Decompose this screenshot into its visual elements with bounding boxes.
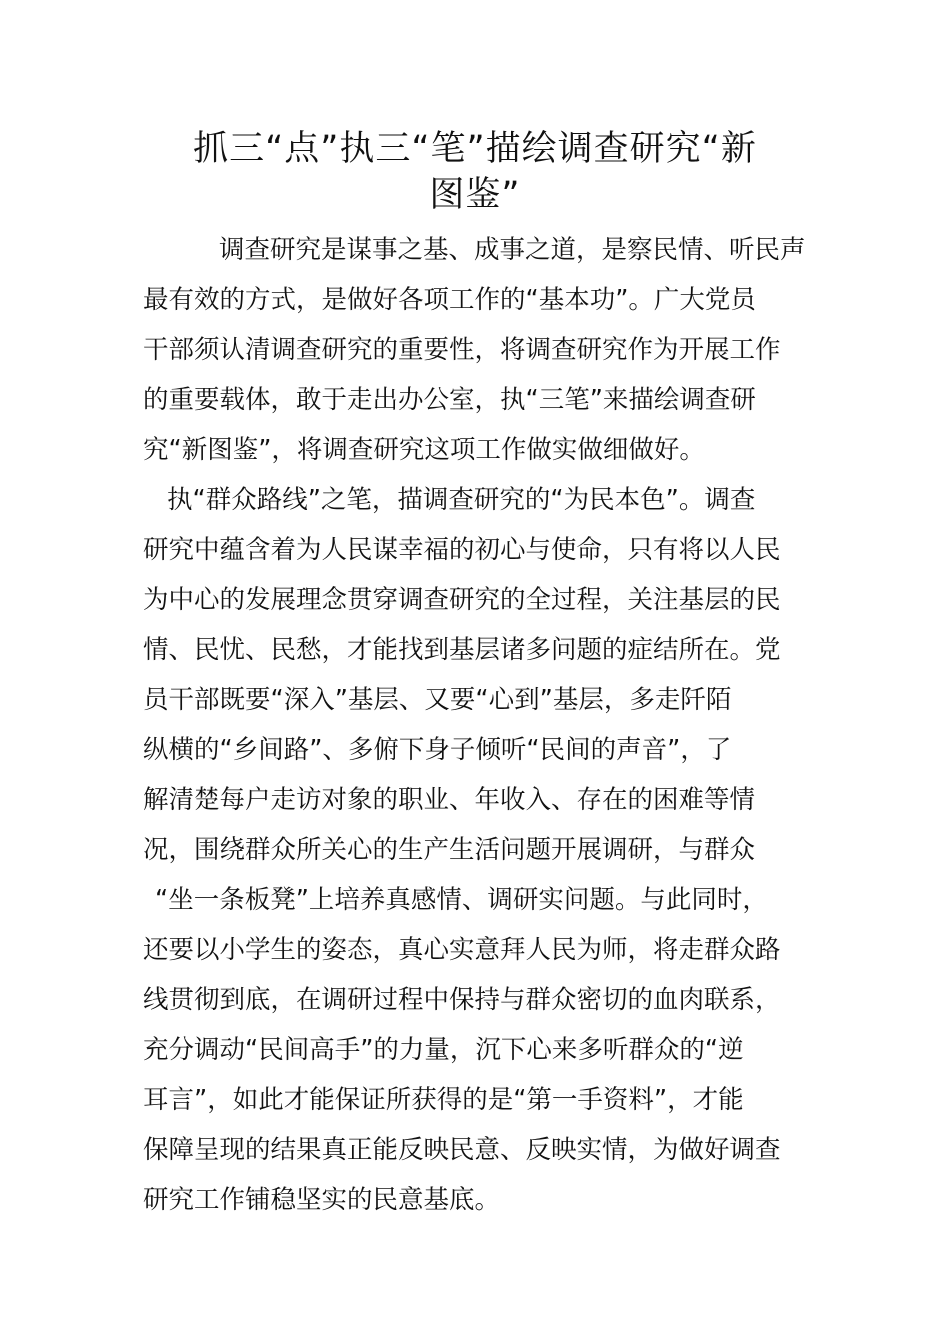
- paragraph-line: 还要以小学生的姿态，真心实意拜人民为师，将走群众路: [143, 935, 781, 965]
- paragraph-line: 研究中蕴含着为人民谋幸福的初心与使命，只有将以人民: [143, 535, 781, 565]
- paragraph-line: 员干部既要“深入”基层、又要“心到”基层，多走阡陌: [143, 685, 732, 715]
- paragraph-line: 的重要载体，敢于走出办公室，执“三笔”来描绘调查研: [143, 385, 756, 415]
- title-line-1: 抓三“点”执三“笔”描绘调查研究“新: [193, 129, 757, 169]
- paragraph-line: 研究工作铺稳坚实的民意基底。: [143, 1185, 501, 1215]
- paragraph-line: 况，围绕群众所关心的生产生活问题开展调研，与群众: [143, 835, 756, 865]
- paragraph-line: 最有效的方式，是做好各项工作的“基本功”。广大党员: [143, 285, 756, 315]
- paragraph-line: 究“新图鉴”，将调查研究这项工作做实做细做好。: [143, 435, 705, 465]
- paragraph-line: 调查研究是谋事之基、成事之道，是察民情、听民声: [219, 235, 806, 265]
- paragraph-line: 情、民忧、民愁，才能找到基层诸多问题的症结所在。党: [143, 635, 781, 665]
- paragraph-line: 执“群众路线”之笔，描调查研究的“为民本色”。调查: [167, 485, 756, 515]
- document-title: [140, 126, 810, 218]
- paragraph-line: 纵横的“乡间路”、多俯下身子倾听“民间的声音”，了: [143, 735, 732, 765]
- paragraph-line: 为中心的发展理念贯穿调查研究的全过程，关注基层的民: [143, 585, 781, 615]
- paragraph-line: 线贯彻到底，在调研过程中保持与群众密切的血肉联系，: [143, 985, 781, 1015]
- paragraph-line: 保障呈现的结果真正能反映民意、反映实情，为做好调查: [143, 1135, 781, 1165]
- paragraph-line: 解清楚每户走访对象的职业、年收入、存在的困难等情: [143, 785, 756, 815]
- title-line-2: 图鉴”: [429, 175, 521, 215]
- paragraph-line: “坐一条板凳”上培养真感情、调研实问题。与此同时，: [155, 885, 768, 915]
- paragraph-line: 耳言”，如此才能保证所获得的是“第一手资料”，才能: [143, 1085, 744, 1115]
- paragraph-line: 充分调动“民间高手”的力量，沉下心来多听群众的“逆: [143, 1035, 744, 1065]
- paragraph-line: 干部须认清调查研究的重要性，将调查研究作为开展工作: [143, 335, 781, 365]
